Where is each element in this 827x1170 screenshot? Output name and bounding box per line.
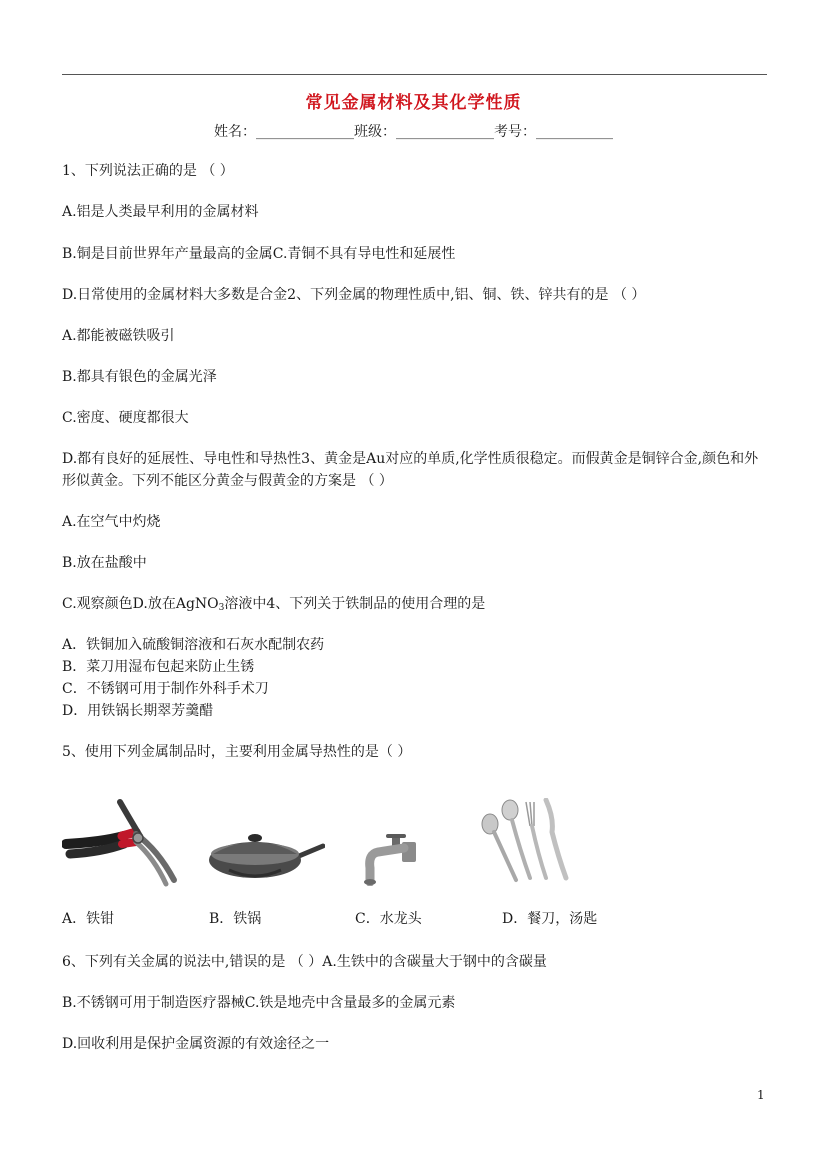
cutlery-image [476,798,576,884]
q5-option-b-caption: B．铁锅 [209,911,262,927]
name-label: 姓名： [214,124,256,140]
q3-option-a: A.在空气中灼烧 [62,514,161,530]
q2-option-b: B.都具有银色的金属光泽 [62,369,217,385]
faucet-image [362,834,422,886]
header-rule [62,74,767,75]
q2-option-d-question-3: D.都有良好的延展性、导电性和导热性3、黄金是Au对应的单质,化学性质很稳定。而假黄金是铜锌合金,颜色和外形似黄金。下列不能区分黄金与假黄金的方案是 （ ） [62,451,759,489]
q6-option-b-c: B.不锈钢可用于制造医疗器械C.铁是地壳中含量最多的金属元素 [62,995,456,1011]
pliers-image [62,796,180,890]
q2-option-c: C.密度、硬度都很大 [62,410,189,426]
question-6: 6、下列有关金属的说法中,错误的是 （ ）A.生铁中的含碳量大于钢中的含碳量 [62,954,547,970]
q4-option-c: C．不锈钢可用于制作外科手术刀 [62,681,269,697]
q1-option-d-question-2: D.日常使用的金属材料大多数是合金2、下列金属的物理性质中,铝、铜、铁、锌共有的是 （ ） [62,287,646,303]
q6-option-d: D.回收利用是保护金属资源的有效途径之一 [62,1036,330,1052]
wok-image [205,826,325,886]
q5-option-c-caption: C．水龙头 [355,911,422,927]
name-blank[interactable]: ______________ [256,124,354,140]
q4-option-b: B．菜刀用湿布包起来防止生锈 [62,659,255,675]
q1-option-a: A.铝是人类最早利用的金属材料 [62,204,259,220]
exam-label: 考号： [494,124,536,140]
page-number: 1 [757,1088,765,1102]
question-5: 5、使用下列金属制品时，主要利用金属导热性的是（ ） [62,744,412,760]
q5-option-d-caption: D．餐刀，汤匙 [502,911,598,927]
q1-option-b-c: B.铜是目前世界年产量最高的金属C.青铜不具有导电性和延展性 [62,246,456,262]
q2-option-a: A.都能被磁铁吸引 [62,328,175,344]
page-title: 常见金属材料及其化学性质 [305,93,522,113]
class-blank[interactable]: ______________ [396,124,494,140]
student-info-line [0,121,827,141]
q3-option-c-d-question-4: C.观察颜色D.放在AgNO$_3$溶液中4、下列关于铁制品的使用合理的是 [62,596,486,613]
class-label: 班级： [354,124,396,140]
q4-option-d: D．用铁锅长期翠芳羹醋 [62,703,214,719]
q5-option-a-caption: A．铁钳 [62,911,115,927]
question-1: 1、下列说法正确的是 （ ） [62,163,234,179]
exam-blank[interactable]: ___________ [536,124,613,140]
q3-option-b: B.放在盐酸中 [62,555,147,571]
q4-option-a: A．铁铜加入硫酸铜溶液和石灰水配制农药 [62,637,325,653]
